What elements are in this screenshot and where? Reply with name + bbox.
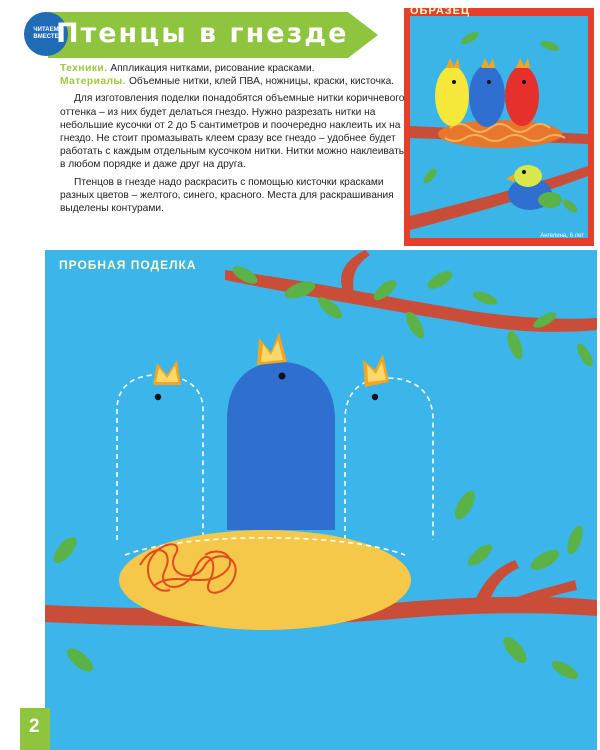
sample-drawing	[410, 16, 588, 238]
sample-label: ОБРАЗЕЦ	[410, 5, 471, 17]
paragraph-paint: Птенцов в гнезде надо раскрасить с помощью кисточки красками разных цветов – желтого, синего, красного. Места для раскрашивания выделены контурами.	[60, 176, 394, 215]
materials-label: Материалы.	[60, 76, 127, 88]
instructions	[60, 62, 405, 215]
practice-label: ПРОБНАЯ ПОДЕЛКА	[59, 258, 197, 272]
badge-text: ЧИТАЕМ ВМЕСТЕ	[33, 27, 59, 40]
page-number-text: 2	[29, 716, 40, 737]
technique-label: Техники.	[60, 63, 108, 74]
technique-text: Аппликация нитками, рисование красками.	[110, 63, 315, 74]
sample-caption: Ангелина, 6 лет	[540, 233, 584, 238]
materials-line	[60, 75, 405, 88]
page-title: Птенцы в гнезде	[56, 18, 349, 49]
practice-drawing	[45, 250, 597, 750]
paragraph-nest: Для изготовления поделки понадобятся объемные нитки коричневого оттенка – из них будет делаться гнездо. Нужно разрезать нитки на небольшие кусочки от 2 до 5 сантиметров и поочередно наклеить их на гнездо. Не стоит промазывать клеем сразу все гнездо – удобнее будет работать с каждым отдельным кусочком нитки. Нитки можно наклеивать в любом порядке и даже друг на друга.	[60, 93, 405, 171]
technique-line	[60, 62, 405, 75]
practice-picture	[45, 250, 597, 750]
page-number	[20, 708, 50, 750]
sample-illustration	[410, 16, 588, 238]
materials-text: Объемные нитки, клей ПВА, ножницы, краски, кисточка.	[128, 76, 395, 88]
sample-picture	[404, 5, 594, 246]
